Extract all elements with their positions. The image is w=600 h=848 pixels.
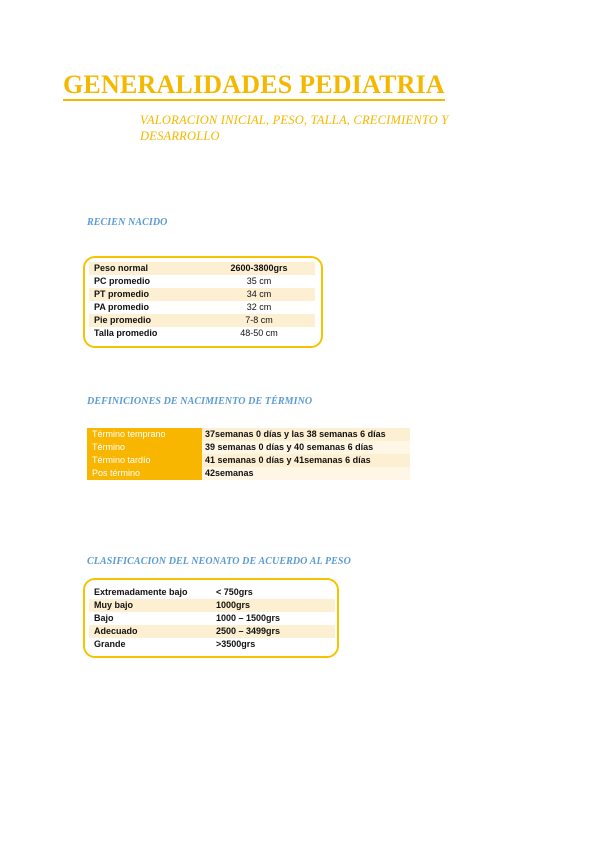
- row-label: PC promedio: [94, 276, 151, 286]
- page-subtitle: VALORACION INICIAL, PESO, TALLA, CRECIMIENTO Y DESARROLLO: [140, 113, 449, 143]
- table-row: [89, 327, 315, 340]
- table-row: [89, 612, 335, 625]
- row-label: Extremadamente bajo: [94, 587, 188, 597]
- row-label: PT promedio: [94, 289, 150, 299]
- table-row: [89, 301, 315, 314]
- table-row: [89, 262, 315, 275]
- row-value: 1000grs: [216, 600, 251, 610]
- row-value: 34 cm: [246, 289, 272, 299]
- term-label: Pos término: [87, 467, 202, 480]
- row-label: PA promedio: [94, 302, 150, 312]
- term-value: 37semanas 0 días y las 38 semanas 6 días: [202, 428, 410, 441]
- row-value: < 750grs: [216, 587, 253, 597]
- section-heading-clasificacion: CLASIFICACION DEL NEONATO DE ACUERDO AL PESO: [87, 556, 351, 567]
- table-row: [89, 314, 315, 327]
- term-value: 39 semanas 0 días y 40 semanas 6 días: [202, 441, 410, 454]
- row-label: Bajo: [94, 613, 114, 623]
- row-value: 1000 – 1500grs: [216, 613, 281, 623]
- recien-nacido-table: [83, 256, 323, 348]
- term-label: Término: [87, 441, 202, 454]
- table-row: [89, 288, 315, 301]
- row-value: 7-8 cm: [245, 315, 273, 325]
- row-value: 2500 – 3499grs: [216, 626, 281, 636]
- clasificacion-table: [83, 578, 339, 658]
- term-label: Término temprano: [87, 428, 202, 441]
- row-value: 32 cm: [246, 302, 272, 312]
- table-row: [89, 638, 335, 651]
- table-row: [89, 599, 335, 612]
- row-label: Talla promedio: [94, 328, 158, 338]
- term-value: 42semanas: [202, 467, 410, 480]
- row-label: Grande: [94, 639, 126, 649]
- row-label: Muy bajo: [94, 600, 134, 610]
- row-value: >3500grs: [216, 639, 256, 649]
- section-heading-recien-nacido: RECIEN NACIDO: [87, 217, 168, 228]
- row-label: Adecuado: [94, 626, 138, 636]
- section-heading-definiciones: DEFINICIONES DE NACIMIENTO DE TÉRMINO: [87, 396, 313, 407]
- row-label: Peso normal: [94, 263, 149, 273]
- table-row: [89, 586, 335, 599]
- row-value: 2600-3800grs: [230, 263, 288, 273]
- table-row: [89, 625, 335, 638]
- row-value: 35 cm: [246, 276, 272, 286]
- row-label: Pie promedio: [94, 315, 152, 325]
- table-row: [89, 275, 315, 288]
- page-title: GENERALIDADES PEDIATRIA: [63, 70, 445, 99]
- term-label: Término tardío: [87, 454, 202, 467]
- term-value: 41 semanas 0 días y 41semanas 6 días: [202, 454, 410, 467]
- row-value: 48-50 cm: [240, 328, 278, 338]
